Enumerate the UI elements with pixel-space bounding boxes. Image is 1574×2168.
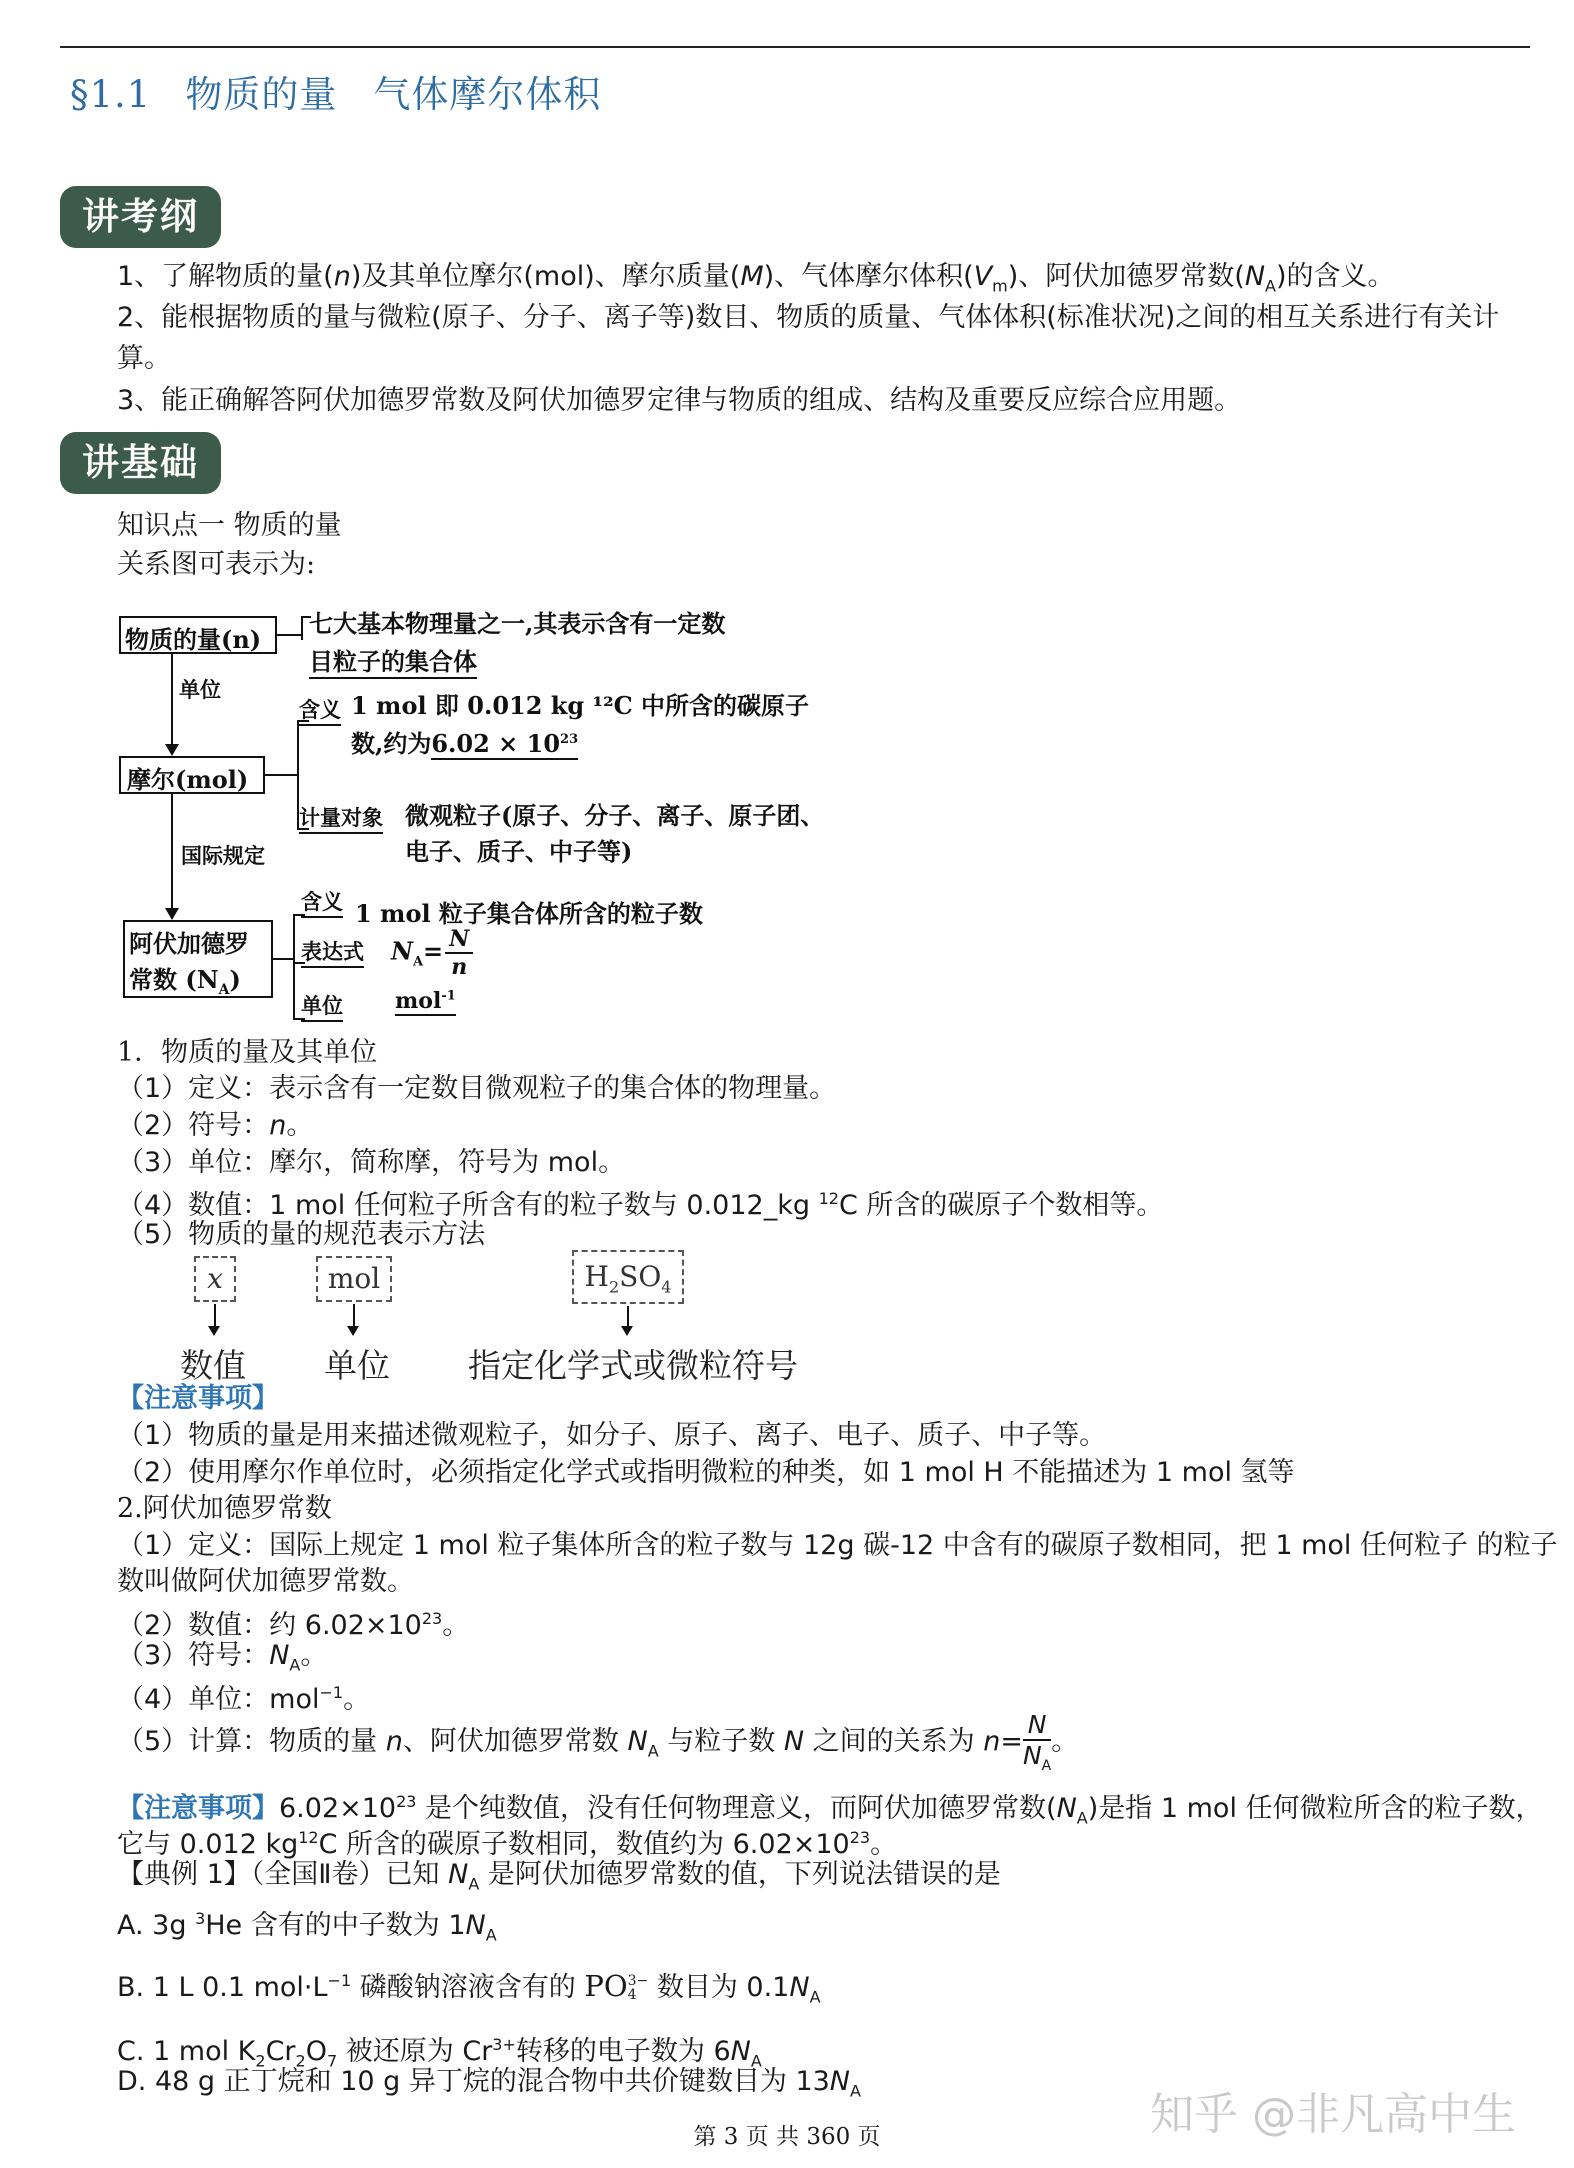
knowledge-point: 知识点一 物质的量 xyxy=(117,510,342,541)
relation-diagram xyxy=(115,598,875,1026)
expr-label: 表达式 xyxy=(301,936,364,968)
s2-value: （2）数值：约 $6.02\times 10^{23}$。 xyxy=(117,1609,470,1641)
outline-item-3: 3、能正确解答阿伏加德罗常数及阿伏加德罗定律与物质的组成、结构及重要反应综合应用题。 xyxy=(117,385,1242,416)
na-meaning: 1 mol 粒子集合体所含的粒子数 xyxy=(355,899,703,928)
example-option-b: B. 1 L 0.1 $mol\cdot L^{-1}$ 磷酸钠溶液含有的 PO 3− 4 数目为 $0.1N_A$ xyxy=(117,1969,821,2007)
example-option-d: D. 48 g 正丁烷和 10 g 异丁烷的混合物中共价键数目为 $13N_A$ xyxy=(117,2066,861,2101)
s1-norm: （5）物质的量的规范表示方法 xyxy=(117,1219,486,1250)
expr-formula: $N_A=$ $\frac{N}{n}$ xyxy=(391,928,473,978)
na-meaning-label: 含义 xyxy=(301,886,343,918)
relation-intro: 关系图可表示为: xyxy=(117,549,316,580)
example-option-a: A. 3g $^3$He 含有的中子数为 $1N_A$ xyxy=(117,1909,497,1945)
top-rule xyxy=(60,46,1530,48)
notation-value-label: 数值 xyxy=(180,1346,246,1385)
title-part1: 物质的量 xyxy=(185,73,338,116)
notation-formula-box: $H_2SO_4$ xyxy=(572,1250,684,1304)
page-title xyxy=(70,64,601,118)
note2-line2: 它与 0.012 $kg^{12}C$ 所含的碳原子数相同，数值约为 $6.02\times 10^{23}$。 xyxy=(117,1828,898,1860)
example-title: 【典例 1】（全国Ⅱ卷）已知 $N_A$ 是阿伏加德罗常数的值，下列说法错误的是 xyxy=(117,1859,1001,1894)
section-number: §1.1 xyxy=(70,73,152,116)
example-option-c: C. 1 mol $K_2Cr_2O_7$ 被还原为 $Cr^{3+}$转移的电子数为 $6N_A$ xyxy=(117,2035,762,2071)
box1-label: 物质的量(n) xyxy=(125,625,262,654)
box1-desc-1: 七大基本物理量之一,其表示含有一定数 xyxy=(309,609,726,638)
note2-title: 【注意事项】 xyxy=(117,1793,279,1824)
s1-def: （1）定义：表示含有一定数目微观粒子的集合体的物理量。 xyxy=(117,1073,837,1104)
box1-desc-2: 目粒子的集合体 xyxy=(309,642,477,679)
s1-heading: 1．物质的量及其单位 xyxy=(117,1037,378,1068)
badge-basics: 讲基础 xyxy=(60,432,221,494)
s1-symbol: （2）符号：n。 xyxy=(117,1110,314,1141)
notation-x-box: x xyxy=(194,1256,236,1302)
arrow-unit-label: 单位 xyxy=(179,677,221,702)
outline-item-1: 1、了解物质的量(n)及其单位摩尔(mol)、摩尔质量(M)、气体摩尔体积$(V_m)$、阿伏加德罗常数$(N_A)$的含义。 xyxy=(117,261,1395,296)
s2-def-2: 数叫做阿伏加德罗常数。 xyxy=(117,1566,414,1597)
watermark: 知乎 @非凡高中生 xyxy=(1150,2089,1516,2140)
s2-symbol: （3）符号：$N_A$。 xyxy=(117,1640,328,1675)
s1-value: （4）数值：1 mol 任何粒子所含有的粒子数与 0.012_kg $^{12}$C 所含的碳原子个数相等。 xyxy=(117,1189,1164,1221)
note1-item1: （1）物质的量是用来描述微观粒子，如分子、原子、离子、电子、质子、中子等。 xyxy=(117,1420,1107,1451)
s2-def-1: （1）定义：国际上规定 1 mol 粒子集体所含的粒子数与 12g 碳-12 中含有的碳原子数相同，把 1 mol 任何粒子 的粒子 xyxy=(117,1530,1558,1561)
badge-outline: 讲考纲 xyxy=(60,186,221,248)
unit-value: mol$^{-1}$ xyxy=(395,988,456,1014)
note1-item2: （2）使用摩尔作单位时，必须指定化学式或指明微粒的种类，如 1 mol H 不能描述为 1 mol 氢等 xyxy=(117,1457,1295,1488)
note1-title: 【注意事项】 xyxy=(117,1383,279,1414)
box3-line1: 阿伏加德罗 xyxy=(129,929,249,958)
notation-diagram xyxy=(180,1256,860,1386)
page-footer: 第 3 页 共 360 页 xyxy=(693,2124,881,2150)
mole-meaning-label: 含义 xyxy=(299,694,341,726)
count-object-label: 计量对象 xyxy=(299,802,383,834)
count-object-1: 微观粒子(原子、分子、离子、原子团、 xyxy=(405,801,825,830)
unit-label: 单位 xyxy=(301,990,343,1022)
s1-unit: （3）单位：摩尔，简称摩，符号为 mol。 xyxy=(117,1147,626,1178)
arrow-intl-label: 国际规定 xyxy=(181,843,265,868)
outline-item-2-cont: 算。 xyxy=(117,343,171,374)
notation-formula-label: 指定化学式或微粒符号 xyxy=(468,1346,798,1385)
s2-calc: （5）计算：物质的量 n、阿伏加德罗常数 $N_A$ 与粒子数 N 之间的关系为 n= $\frac{N}{N_A}$ 。 xyxy=(117,1710,1079,1774)
s2-unit: （4）单位：mol$^{-1}$。 xyxy=(117,1683,371,1715)
box3-line2: 常数 $(N_A)$ xyxy=(129,965,241,998)
s2-heading: 2.阿伏加德罗常数 xyxy=(117,1493,332,1524)
notation-mol-box: mol xyxy=(316,1256,392,1302)
outline-item-2: 2、能根据物质的量与微粒(原子、分子、离子等)数目、物质的质量、气体体积(标准状况)之间的相互关系进行有关计 xyxy=(117,302,1500,333)
count-object-2: 电子、质子、中子等) xyxy=(405,837,633,866)
mole-meaning-2: 数,约为$6.02 \times 10^{23}$ xyxy=(351,729,579,758)
box2-label: 摩尔(mol) xyxy=(127,765,249,794)
notation-unit-label: 单位 xyxy=(324,1346,390,1385)
mole-meaning-1: 1 mol 即 0.012 kg ¹²C 中所含的碳原子 xyxy=(351,691,810,720)
title-part2: 气体摩尔体积 xyxy=(373,73,602,116)
note2-line1: 【注意事项】$6.02\times 10^{23}$ 是个纯数值，没有任何物理意义，而阿伏加德罗常数$(N_A)$是指 1 mol 任何微粒所含的粒子数， xyxy=(117,1792,1543,1828)
